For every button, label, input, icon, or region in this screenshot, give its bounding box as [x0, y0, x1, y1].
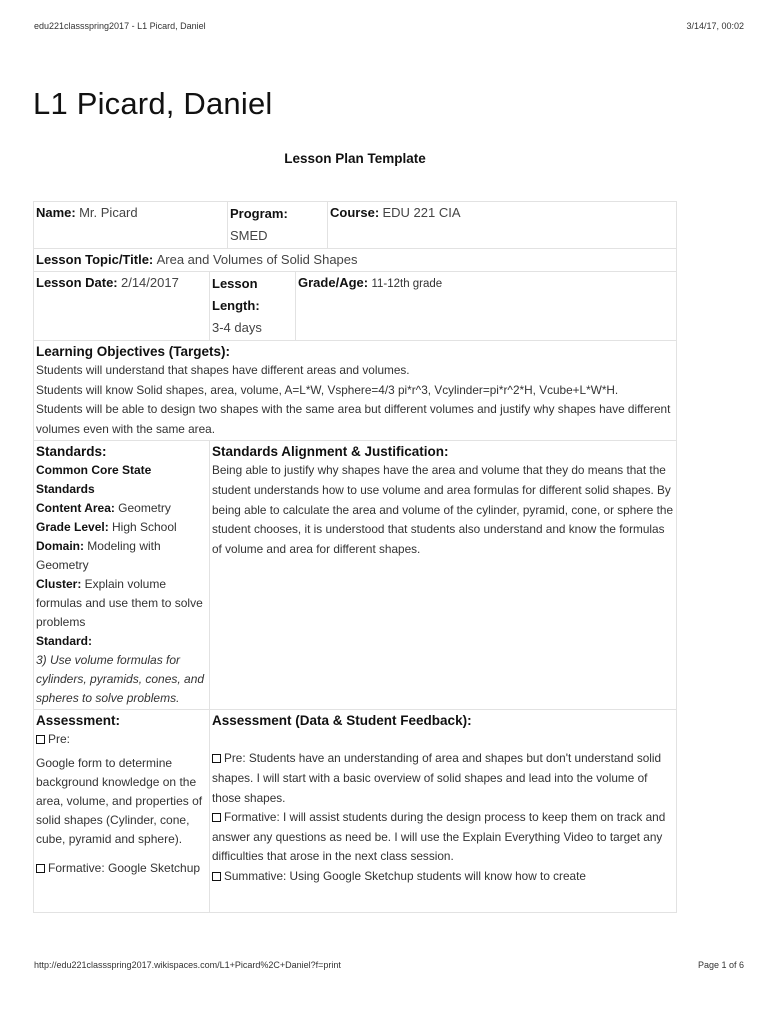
formative-label: Formative: Google Sketchup	[48, 861, 201, 876]
assessment-heading: Assessment:	[36, 713, 121, 729]
standard-value: 3) Use volume formulas for cylinders, pyramids, cones, and spheres to solve problems.	[36, 653, 205, 706]
length-cell	[210, 272, 296, 341]
course-cell	[328, 202, 677, 249]
print-header-timestamp: 3/14/17, 00:02	[686, 21, 744, 31]
length-value: 3-4 days	[212, 320, 262, 335]
length-label: Lesson	[212, 276, 258, 291]
domain-value: Modeling with Geometry	[36, 539, 161, 573]
grade-level-value: High School	[111, 520, 177, 535]
objectives-cell	[34, 341, 677, 441]
course-value: EDU 221 CIA	[382, 205, 461, 220]
standard-label: Standard:	[36, 634, 93, 649]
length-label-line2: Length:	[212, 298, 260, 313]
objective-1: Students will understand that shapes have different areas and volumes.	[36, 363, 410, 377]
objectives-heading: Learning Objectives (Targets):	[36, 344, 231, 359]
grade-value: 11-12th grade	[371, 278, 443, 290]
lesson-plan-table	[33, 201, 677, 913]
print-footer-url: http://edu221classspring2017.wikispaces.com/L1+Picard%2C+Daniel?f=print	[34, 960, 341, 970]
content-area-value: Geometry	[118, 501, 171, 516]
checkbox-icon	[36, 864, 45, 873]
checkbox-icon	[212, 872, 221, 881]
name-cell	[34, 202, 228, 249]
objective-3: Students will be able to design two shapes with the same area but different volumes and justify why shapes have different volumes even with the same area.	[36, 402, 671, 436]
page-break-mask	[0, 935, 768, 955]
date-label: Lesson Date:	[36, 275, 118, 290]
alignment-text: Being able to justify why shapes have the area and volume that they do means that the student understands how to use volume and area formulas for different solid shapes. By being able to calculate the area and volume of the cylinder, pyramid, cone, or sphere the student chooses, it is understood that students also understand and know the formulas of volume and area for different shapes.	[212, 463, 674, 556]
feedback-pre: Pre: Students have an understanding of area and shapes but don't understand solid shapes. I will start with a basic overview of solid shapes and lead into the volume of those shapes.	[212, 751, 662, 805]
alignment-cell	[210, 441, 677, 710]
checkbox-icon	[212, 754, 221, 763]
topic-label: Lesson Topic/Title:	[36, 252, 154, 267]
standards-heading: Standards:	[36, 444, 107, 460]
page-title: L1 Picard, Daniel	[33, 86, 273, 121]
standards-cell	[34, 441, 210, 710]
checkbox-icon	[36, 735, 45, 744]
feedback-formative: Formative: I will assist students during the design process to keep them on track and answer any questions as need be. I will use the Explain Everything Video to target any difficulties that arose in the next class session.	[212, 810, 666, 864]
table-row	[34, 249, 677, 272]
alignment-heading: Standards Alignment & Justification:	[212, 444, 449, 460]
table-row	[34, 341, 677, 441]
feedback-heading: Assessment (Data & Student Feedback):	[212, 713, 472, 729]
cluster-label: Cluster:	[36, 577, 82, 592]
checkbox-icon	[212, 813, 221, 822]
print-header-title: edu221classspring2017 - L1 Picard, Daniel	[34, 21, 206, 31]
pre-label: Pre:	[48, 732, 71, 747]
feedback-cell	[210, 710, 677, 913]
table-row	[34, 441, 677, 710]
objective-2: Students will know Solid shapes, area, volume, A=L*W, Vsphere=4/3 pi*r^3, Vcylinder=pi*r^2*H, Vcube+L*W*H.	[36, 382, 619, 397]
pre-assessment-text: Google form to determine background knowledge on the area, volume, and properties of solid shapes (Cylinder, cone, cube, pyramid and sphere).	[36, 756, 203, 847]
topic-value: Area and Volumes of Solid Shapes	[156, 252, 358, 267]
grade-level-label: Grade Level:	[36, 520, 109, 535]
name-value: Mr. Picard	[79, 205, 138, 220]
ccss-label: Common Core State Standards	[36, 463, 152, 497]
program-label: Program:	[230, 206, 288, 221]
date-cell	[34, 272, 210, 341]
name-label: Name:	[36, 205, 76, 220]
grade-cell	[296, 272, 677, 341]
domain-label: Domain:	[36, 539, 84, 554]
course-label: Course:	[330, 205, 380, 220]
grade-label: Grade/Age:	[298, 275, 369, 290]
program-cell	[228, 202, 328, 249]
table-row	[34, 710, 677, 913]
feedback-summative: Summative: Using Google Sketchup students will know how to create	[224, 868, 586, 883]
template-title: Lesson Plan Template	[284, 151, 426, 166]
topic-cell	[34, 249, 677, 272]
cluster-value: Explain volume formulas and use them to solve problems	[36, 577, 203, 630]
program-value: SMED	[230, 228, 268, 243]
content-area-label: Content Area:	[36, 501, 115, 516]
table-row	[34, 272, 677, 341]
date-value: 2/14/2017	[120, 275, 179, 290]
page-number: Page 1 of 6	[697, 960, 744, 970]
assessment-cell	[34, 710, 210, 913]
table-row	[34, 202, 677, 249]
